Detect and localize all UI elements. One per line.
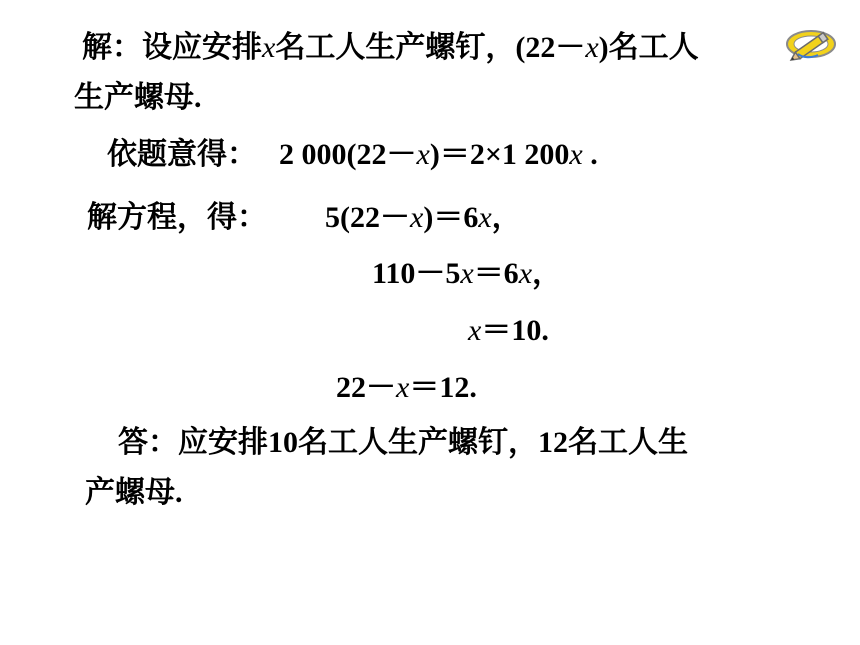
- step-line-4: [336, 368, 477, 408]
- step2-end: ，: [532, 256, 563, 291]
- period: .: [175, 476, 183, 509]
- variable-x: x: [468, 314, 482, 347]
- solution-line-1: [82, 28, 699, 68]
- step2-mid: ＝6: [473, 257, 519, 290]
- variable-x: x: [569, 138, 583, 171]
- step2-left: 110－5: [372, 257, 461, 290]
- solution-line2-text: 生产螺母: [74, 80, 194, 115]
- variable-x: x: [478, 201, 492, 234]
- answer-line-1: [118, 423, 688, 463]
- solution-mid: 名工人生产螺钉，: [275, 30, 516, 65]
- expr-open: (22－: [515, 31, 586, 64]
- variable-x: x: [410, 201, 424, 234]
- variable-x: x: [518, 257, 533, 290]
- steps-label: 解方程，得：: [87, 200, 267, 235]
- step1-mid: )＝6: [423, 201, 479, 234]
- answer-num-2: 12: [538, 426, 568, 459]
- variable-x: x: [416, 138, 430, 171]
- variable-x: x: [396, 371, 410, 404]
- solution-line-2: [74, 78, 202, 118]
- step4-rest: ＝12.: [409, 371, 477, 404]
- answer-num-1: 10: [268, 426, 298, 459]
- answer-line-2: [85, 473, 183, 513]
- step4-left: 22－: [336, 371, 396, 404]
- equation-label: 依题意得：: [107, 137, 257, 172]
- solution-prefix: 解：设应安排: [82, 30, 262, 65]
- answer-prefix: 答：应安排: [118, 425, 268, 460]
- expr-close: ): [598, 31, 609, 64]
- step-line-2: [372, 254, 562, 294]
- period: .: [194, 81, 202, 114]
- answer-suffix: 名工人生: [568, 425, 688, 460]
- pencil-logo-icon: [784, 24, 842, 64]
- equation-line: [107, 135, 598, 175]
- step1-end: ，: [491, 200, 522, 235]
- step-line-3: [468, 311, 549, 351]
- step3-rest: ＝10.: [481, 314, 549, 347]
- variable-x: x: [460, 257, 474, 290]
- equation-left: 2 000(22－: [279, 138, 417, 171]
- variable-x: x: [262, 31, 276, 64]
- solution-suffix: 名工人: [608, 30, 699, 65]
- equation-mid: )＝2×1 200: [429, 138, 570, 171]
- step1-left: 5(22－: [325, 201, 410, 234]
- equation-end: .: [582, 138, 598, 171]
- step-line-1: [87, 198, 522, 238]
- answer-line2-text: 产螺母: [85, 475, 175, 510]
- answer-mid: 名工人生产螺钉，: [298, 425, 538, 460]
- variable-x: x: [585, 31, 599, 64]
